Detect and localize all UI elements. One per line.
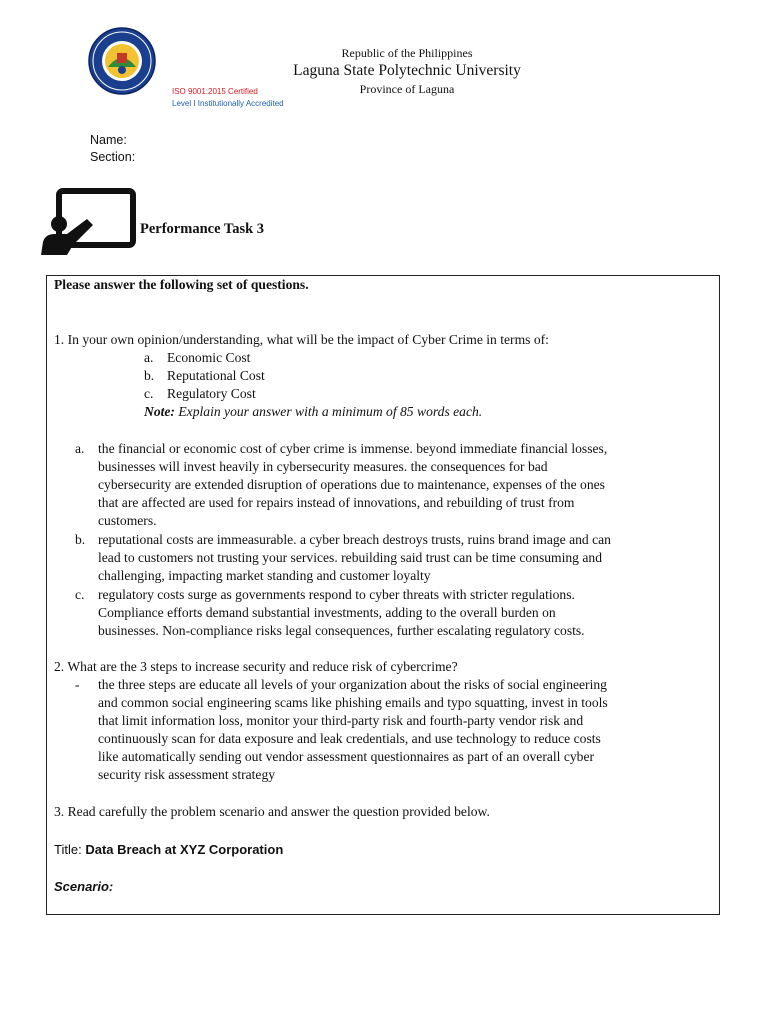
q2-prompt: 2. What are the 3 steps to increase security and reduce risk of cybercrime? bbox=[54, 659, 458, 674]
q1-option-marker: a. bbox=[144, 350, 154, 365]
university-seal-logo bbox=[88, 27, 156, 95]
name-label: Name: bbox=[90, 133, 127, 147]
q3-prompt: 3. Read carefully the problem scenario and answer the question provided below. bbox=[54, 804, 490, 819]
title-label: Title: bbox=[54, 842, 82, 857]
header-province: Province of Laguna bbox=[359, 82, 455, 96]
answer-a-line: that are affected are used for repairs instead of innovations, and rebuilding of trust from bbox=[98, 495, 575, 510]
answer-a-line: customers. bbox=[98, 513, 157, 528]
q1-option-reputational: Reputational Cost bbox=[167, 368, 265, 383]
answer-a-line: businesses will invest heavily in cybersecurity measures. the consequences for bad bbox=[98, 459, 548, 474]
answer-b-line: reputational costs are immeasurable. a cyber breach destroys trusts, ruins brand image and can bbox=[98, 532, 611, 547]
q1-option-marker: c. bbox=[144, 386, 154, 401]
answer-marker: a. bbox=[75, 441, 85, 456]
answer-c-line: businesses. Non-compliance risks legal consequences, further escalating regulatory costs. bbox=[98, 623, 585, 638]
answer-marker: c. bbox=[75, 587, 85, 602]
q1-option-regulatory: Regulatory Cost bbox=[167, 386, 256, 401]
q1-option-economic: Economic Cost bbox=[167, 350, 251, 365]
section-label: Section: bbox=[90, 150, 136, 164]
q2-answer-line: and common social engineering scams like phishing emails and typo squatting, invest in tools bbox=[98, 695, 608, 710]
instructions-heading: Please answer the following set of questions. bbox=[54, 277, 309, 292]
questions-box bbox=[46, 275, 720, 915]
q2-answer-line: continuously scan for data exposure and leak credentials, and use technology to reduce costs bbox=[98, 731, 601, 746]
answer-a-line: cybersecurity are extended disruption of operations due to maintenance, expenses of the ones bbox=[98, 477, 605, 492]
q2-answer-line: security risk assessment strategy bbox=[98, 767, 276, 782]
answer-b-line: lead to customers not trusting your services. rebuilding said trust can be time consuming and bbox=[98, 550, 602, 565]
title-value: Data Breach at XYZ Corporation bbox=[85, 842, 284, 857]
header-republic: Republic of the Philippines bbox=[341, 46, 473, 60]
q2-answer-line: the three steps are educate all levels of your organization about the risks of social engineering bbox=[98, 677, 607, 692]
q2-answer-line: like automatically sending out vendor assessment questionnaires as part of an overall cyber bbox=[98, 749, 595, 764]
q3-title bbox=[54, 841, 283, 859]
answer-c-line: Compliance efforts demand substantial investments, adding to the overall burden on bbox=[98, 605, 556, 620]
answer-c-line: regulatory costs surge as governments respond to cyber threats with stricter regulations. bbox=[98, 587, 575, 602]
answer-marker: b. bbox=[75, 532, 86, 547]
answer-a-line: the financial or economic cost of cyber crime is immense. beyond immediate financial losses, bbox=[98, 441, 608, 456]
note-text: Explain your answer with a minimum of 85 words each. bbox=[178, 404, 483, 419]
header-university-name: Laguna State Polytechnic University bbox=[293, 62, 521, 79]
q1-note bbox=[144, 403, 482, 421]
answer-b-line: challenging, impacting market standing and customer loyalty bbox=[98, 568, 431, 583]
q2-bullet: - bbox=[75, 677, 80, 692]
q1-option-marker: b. bbox=[144, 368, 155, 383]
q2-answer-line: that limit information loss, monitor your third-party risk and fourth-party vendor risk and bbox=[98, 713, 584, 728]
q1-prompt: 1. In your own opinion/understanding, what will be the impact of Cyber Crime in terms of: bbox=[54, 332, 549, 347]
task-title: Performance Task 3 bbox=[140, 221, 265, 237]
presentation-teacher-icon bbox=[37, 187, 137, 257]
note-label: Note: bbox=[144, 404, 175, 419]
scenario-label: Scenario: bbox=[54, 879, 114, 894]
iso-certification: ISO 9001:2015 Certified bbox=[172, 87, 258, 96]
accreditation-label: Level I Institutionally Accredited bbox=[172, 99, 284, 108]
